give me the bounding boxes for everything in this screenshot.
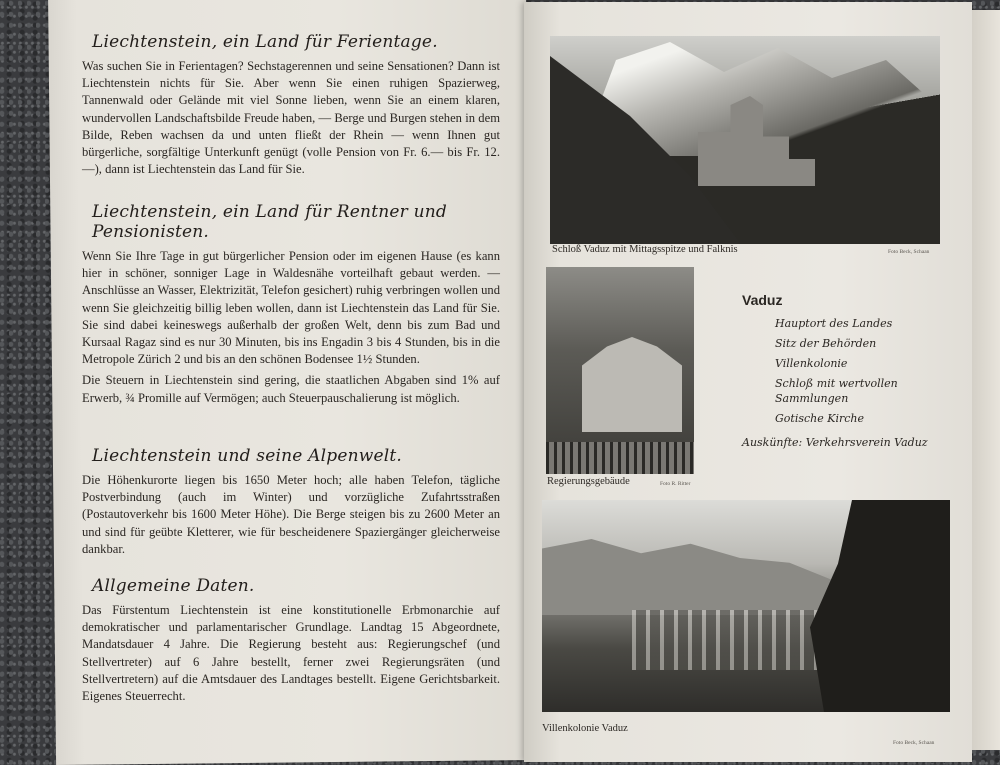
section-allgemeine-daten: [82, 576, 500, 709]
section-paragraph: Was suchen Sie in Ferientagen? Sechstagerennen und seine Sensationen? Dann ist Liechtenstein nichts für Sie. Aber wenn Sie einen ruhigen Spazierweg, Tannenwald oder Gelände mit viel Sonne lieben, wenn Sie an einem klaren, wundervollen Landschaftsbilde Freude haben, — Berge und Burgen stehen in dem Bilde, Reben wachsen da und unten fließt der Rhein — wenn Ihnen gut bürgerliche, sorgfältige Unterkunft genügt (volle Pension von Fr. 6.— bis Fr. 12.—), dann ist Liechtenstein das Land für Sie.: [82, 59, 500, 177]
section-ferientage: [82, 32, 500, 182]
section-paragraph: Das Fürstentum Liechtenstein ist eine konstitutionelle Erbmonarchie auf demokratischer und parlamentarischer Grundlage. Landtag 15 Abgeordnete, Mandatsdauer 4 Jahre. Die Regierung besteht aus: Regierungschef (und Stellvertreter) auf 6 Jahre bestellt, ferner zwei Regierungsräten (und Stellvertretern) auf die Amtsdauer des Landtages bestellt. Eigene Gerichtsbarkeit. Eigenes Steuerrecht.: [82, 603, 500, 704]
section-paragraph: Die Steuern in Liechtenstein sind gering, die staatlichen Abgaben sind 1% auf Erwerb, ¾ Promille auf Vermögen; auch Steuerpauschalierung ist möglich.: [82, 373, 500, 405]
section-paragraph: Die Höhenkurorte liegen bis 1650 Meter hoch; alle haben Telefon, tägliche Postverbindung (auch im Winter) und vorzügliche Zufahrtsstraßen (Postautoverkehr bis 1600 Meter Höhe). Die Berge steigen bis zu 2600 Meter an und sind für geübte Kletterer, wie für bescheidenere Spaziergänger gleicherweise dankbar.: [82, 473, 500, 556]
vaduz-item: Gotische Kirche: [775, 412, 864, 425]
photo-caption: Schloß Vaduz mit Mittagsspitze und Falknis: [552, 244, 738, 255]
brochure-page-edge: [972, 10, 1000, 750]
photo-regierungsgebaeude: [546, 267, 694, 474]
section-alpenwelt: [82, 446, 500, 562]
vaduz-item: Schloß mit wertvollen Sammlungen: [775, 377, 898, 405]
tree-shape: [810, 500, 950, 712]
photo-credit: Foto Beck, Schaan: [893, 740, 935, 746]
section-heading: Liechtenstein, ein Land für Ferientage.: [92, 32, 438, 52]
section-heading: Allgemeine Daten.: [92, 576, 255, 596]
photo-caption: Villenkolonie Vaduz: [542, 723, 628, 734]
section-heading: Liechtenstein, ein Land für Rentner und Pensionisten.: [92, 202, 447, 242]
vaduz-item: Hauptort des Landes: [775, 317, 893, 330]
vaduz-item: Villenkolonie: [775, 357, 848, 370]
vaduz-item: Sitz der Behörden: [775, 337, 877, 350]
vaduz-contact-info: Auskünfte: Verkehrsverein Vaduz: [742, 436, 928, 449]
vaduz-info-box: [742, 292, 962, 449]
photo-credit: Foto R. Ritter: [660, 481, 691, 487]
vaduz-title: Vaduz: [742, 292, 783, 308]
photo-villenkolonie: [542, 500, 950, 712]
section-paragraph: Wenn Sie Ihre Tage in gut bürgerlicher Pension oder im eigenen Hause (es kann hier in schöner, sonniger Lage in Waldesnähe vorteilhaft gebaut werden. — Anschlüsse an Wasser, Elektrizität, Telefon gesichert) ruhig verbringen wollen und wenn Sie gleichzeitig billig leben wollen, dann ist Liechtenstein das Land für Sie. Sie sind dabei keineswegs außerhalb der großen Welt, denn bis zum Bad und Kursaal Ragaz sind es nur 30 Minuten, bis ins Engadin 3 bis 4 Stunden, bis in die Metropole Zürich 2 und bis an den schönen Bodensee 1½ Stunden.: [82, 249, 500, 367]
photo-credit: Foto Beck, Schaan: [888, 249, 930, 255]
section-heading: Liechtenstein und seine Alpenwelt.: [92, 446, 403, 466]
section-rentner: [82, 202, 500, 411]
fence-shape: [546, 442, 694, 474]
photo-schloss-vaduz: [550, 36, 940, 244]
building-shape: [582, 337, 682, 432]
photo-caption: Regierungsgebäude: [547, 476, 630, 487]
